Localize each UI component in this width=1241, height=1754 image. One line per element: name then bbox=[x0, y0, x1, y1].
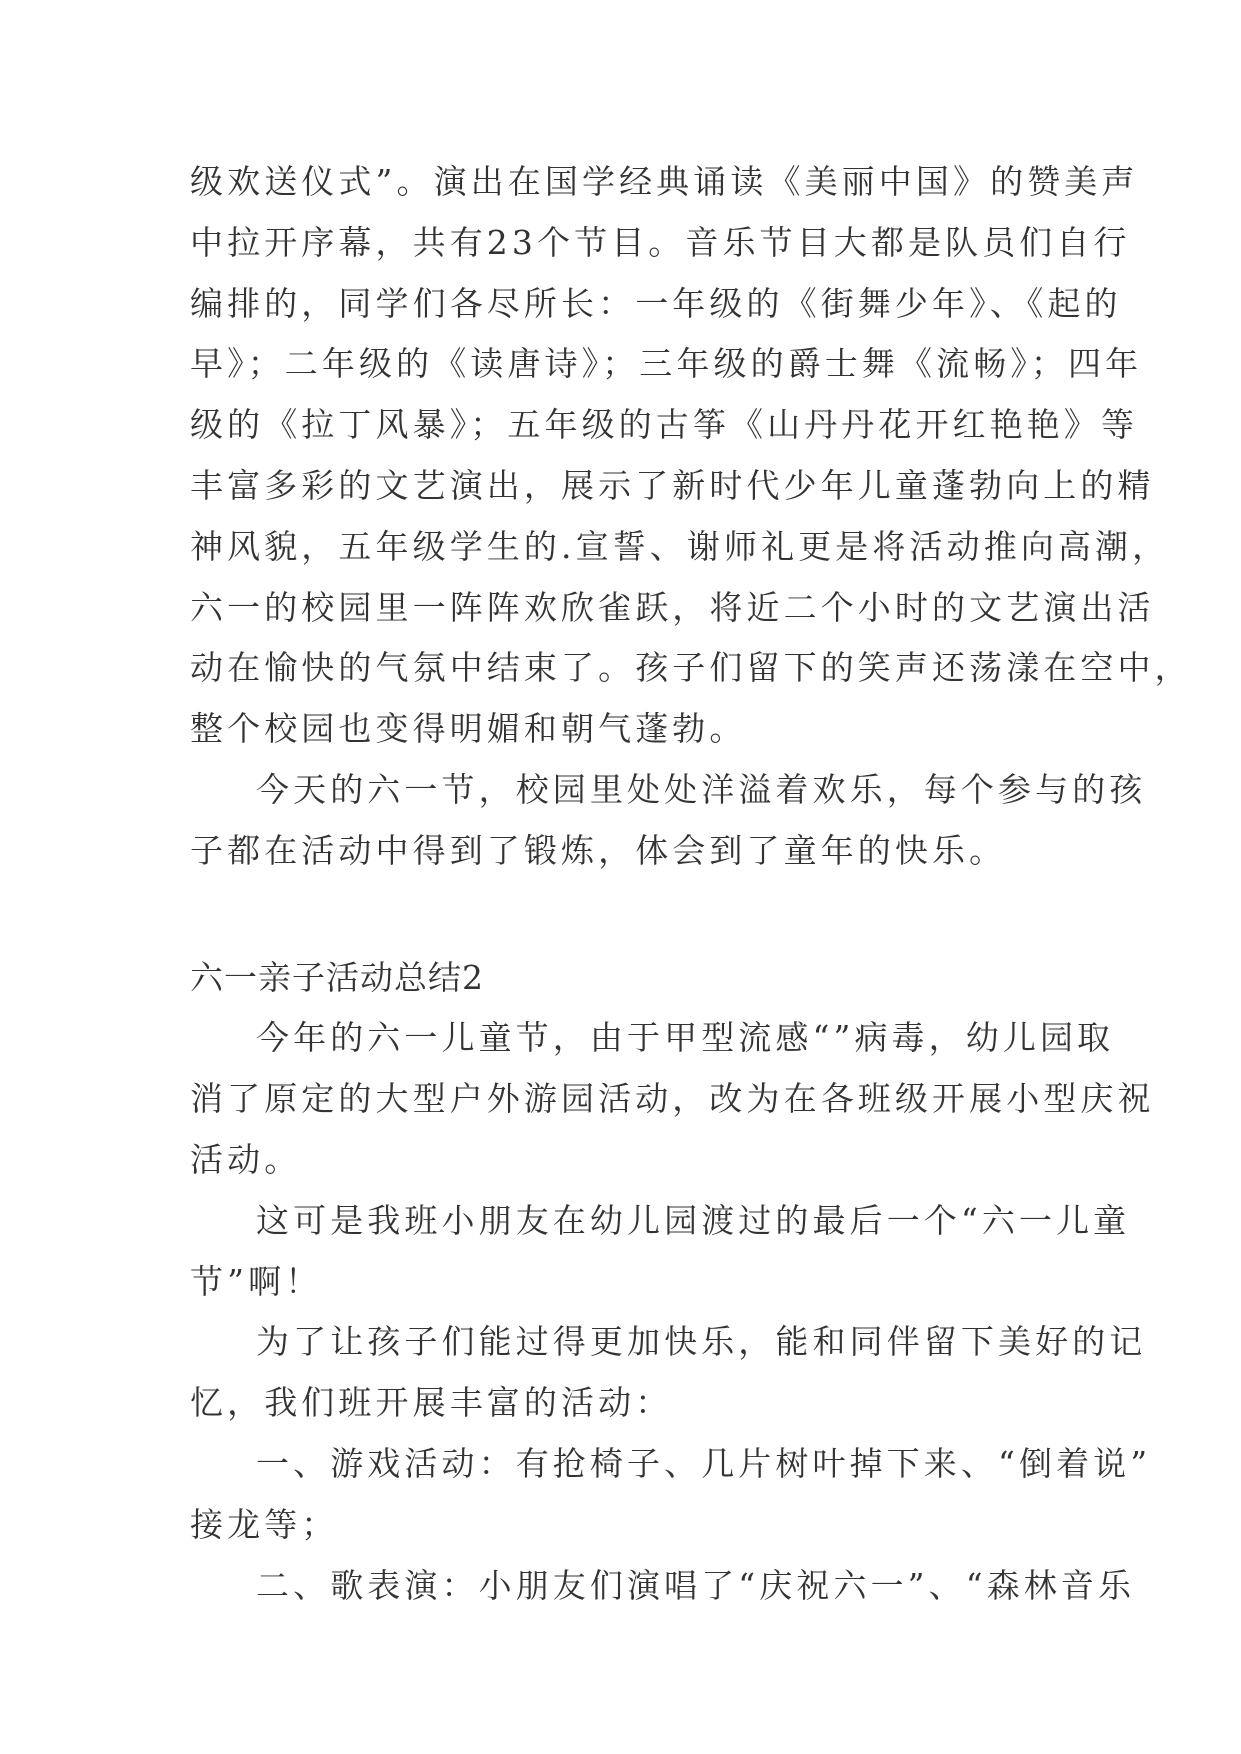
text-line: 级欢送仪式”。演出在国学经典诵读《美丽中国》的赞美声 bbox=[190, 162, 1139, 201]
paragraph bbox=[190, 1008, 1155, 1190]
text-line: 忆，我们班开展丰富的活动： bbox=[190, 1383, 673, 1423]
text-line: 六一的校园里一阵阵欢欣雀跃，将近二个小时的文艺演出活 bbox=[190, 587, 1155, 627]
text-line: 活动。 bbox=[190, 1139, 302, 1179]
text-line: 今年的六一儿童节，由于甲型流感“”病毒，幼儿园取 bbox=[256, 1018, 1115, 1058]
text-line: 动在愉快的气氛中结束了。孩子们留下的笑声还荡漾在空中， bbox=[190, 648, 1192, 688]
text-line: 中拉开序幕，共有23个节目。音乐节目大都是队员们自行 bbox=[190, 222, 1131, 262]
text-line: 今天的六一节，校园里处处洋溢着欢乐，每个参与的孩 bbox=[256, 769, 1147, 809]
text-line: 为了让孩子们能过得更加快乐，能和同伴留下美好的记 bbox=[256, 1322, 1147, 1362]
paragraph bbox=[190, 152, 1192, 760]
text-line: 丰富多彩的文艺演出，展示了新时代少年儿童蓬勃向上的精 bbox=[190, 465, 1155, 505]
paragraph bbox=[190, 1556, 1136, 1617]
text-line: 接龙等； bbox=[190, 1504, 339, 1544]
paragraph bbox=[190, 1191, 1131, 1313]
text-line: 二、歌表演：小朋友们演唱了“庆祝六一”、“森林音乐 bbox=[256, 1565, 1136, 1605]
text-line: 这可是我班小朋友在幼儿园渡过的最后一个“六一儿童 bbox=[256, 1200, 1131, 1240]
text-line: 编排的，同学们各尽所长：一年级的《街舞少年》、《起的 bbox=[190, 283, 1122, 323]
paragraph bbox=[190, 760, 1147, 882]
text-line: 早》；二年级的《读唐诗》；三年级的爵士舞《流畅》；四年 bbox=[190, 344, 1143, 384]
text-line: 一、游戏活动：有抢椅子、几片树叶掉下来、“倒着说” bbox=[256, 1443, 1152, 1483]
text-line: 级的《拉丁风暴》；五年级的古筝《山丹丹花开红艳艳》等 bbox=[190, 405, 1139, 445]
paragraph bbox=[190, 1434, 1152, 1556]
section-heading: 六一亲子活动总结2 bbox=[190, 957, 484, 997]
document-body bbox=[190, 152, 1192, 1616]
text-line: 整个校园也变得明媚和朝气蓬勃。 bbox=[190, 709, 747, 749]
text-line: 消了原定的大型户外游园活动，改为在各班级开展小型庆祝 bbox=[190, 1079, 1155, 1119]
text-line: 子都在活动中得到了锻炼，体会到了童年的快乐。 bbox=[190, 830, 1007, 870]
text-line: 节”啊！ bbox=[190, 1261, 323, 1301]
paragraph bbox=[190, 1312, 1147, 1434]
text-line: 神风貌，五年级学生的.宣誓、谢师礼更是将活动推向高潮， bbox=[190, 526, 1170, 566]
